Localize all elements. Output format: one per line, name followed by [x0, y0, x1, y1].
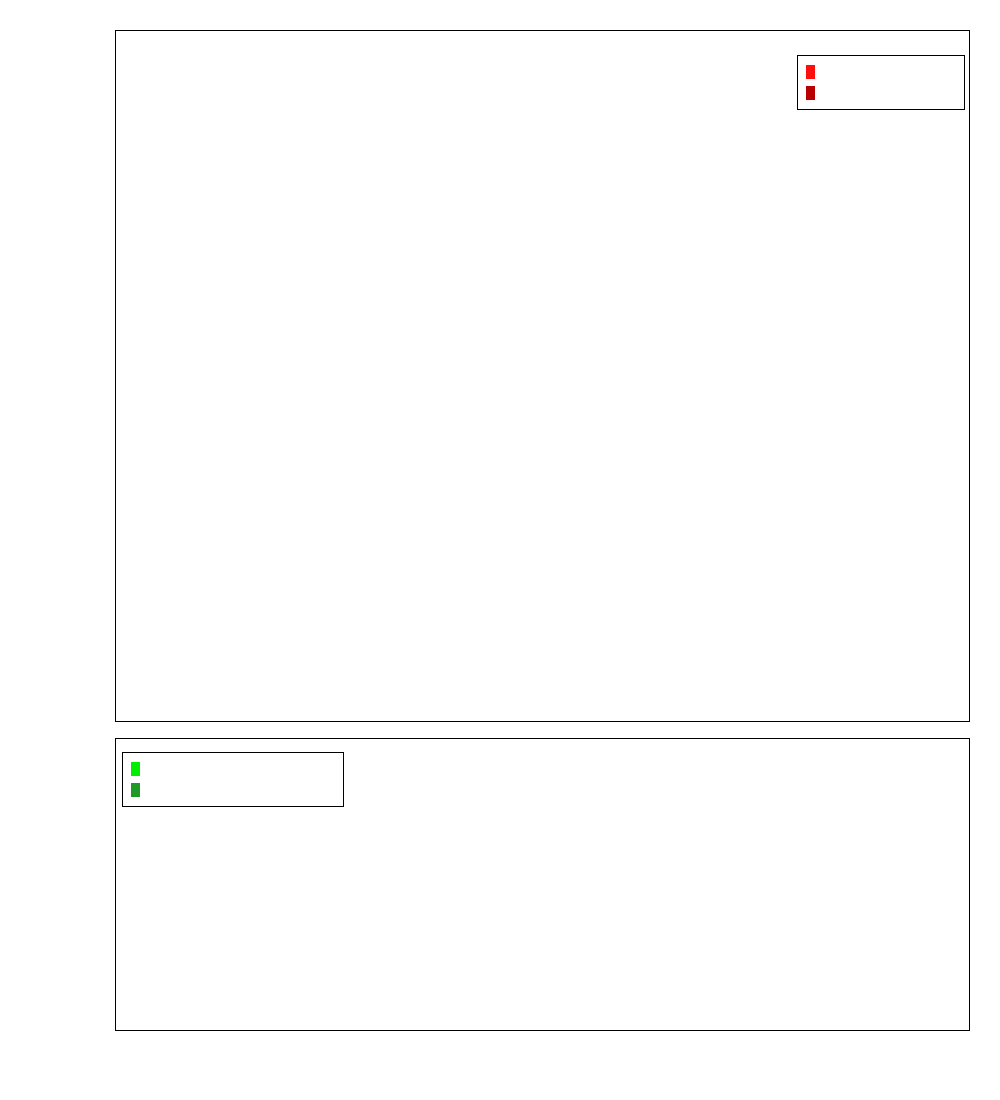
legend-top — [797, 55, 965, 110]
legend-item-available-ruptures — [131, 758, 335, 779]
legend-swatch-utilized — [131, 783, 140, 797]
legend-item-participation — [806, 61, 956, 82]
legend-item-nucleation — [806, 82, 956, 103]
legend-bottom — [122, 752, 344, 807]
legend-swatch-participation — [806, 65, 815, 79]
legend-swatch-nucleation — [806, 86, 815, 100]
legend-item-utilized-ruptures — [131, 779, 335, 800]
legend-swatch-available — [131, 762, 140, 776]
incremental-rate-plot — [115, 30, 970, 722]
